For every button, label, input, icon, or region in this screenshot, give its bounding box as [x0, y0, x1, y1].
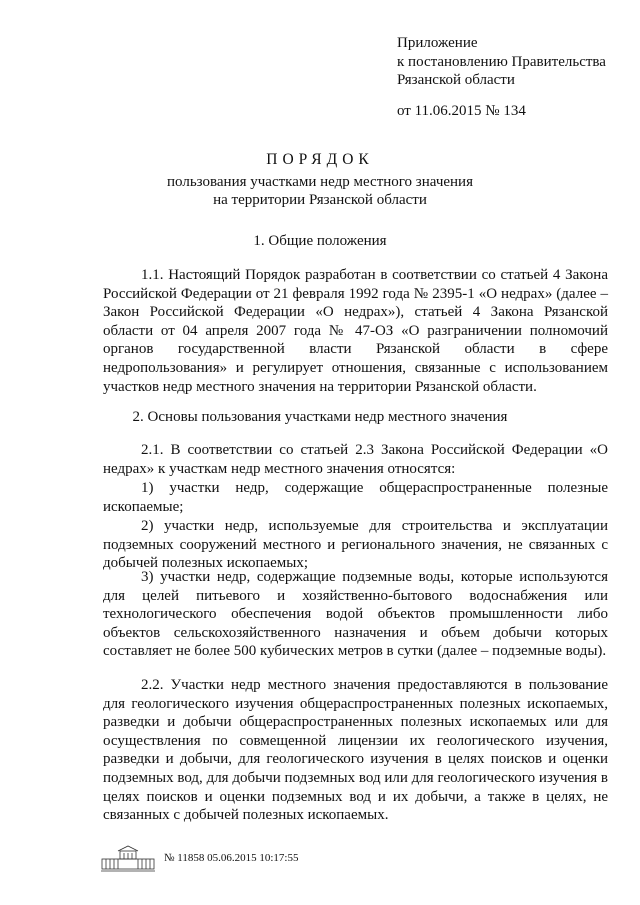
appendix-date: от 11.06.2015 № 134 [397, 102, 526, 119]
building-logo-icon [100, 845, 156, 873]
paragraph-2-2: 2.2. Участки недр местного значения предоставляются в пользование для геологического изучения общераспространенных полезных ископаемых, разведки и добычи общераспространенных полезных ископаемых или для осуществления по совмещенной лицензии их геологического изучения, разведки и добычи, для геологического изучения в целях поисков и оценки подземных вод, для добычи подземных вод или для геологического изучения в целях поисков и оценки подземных вод и их добычи, а также в целях, не связанных с добычей полезных ископаемых. [103, 677, 608, 824]
registration-stamp [100, 845, 400, 875]
appendix-line-2: к постановлению Правительства [397, 53, 606, 70]
paragraph-2-1-item-1: 1) участки недр, содержащие общераспространенные полезные ископаемые; [103, 480, 608, 515]
paragraph-2-1: 2.1. В соответствии со статьей 2.3 Закона Российской Федерации «О недрах» к участкам недр местного значения относятся: [103, 442, 608, 477]
paragraph-1-1: 1.1. Настоящий Порядок разработан в соответствии со статьей 4 Закона Российской Федерации от 21 февраля 1992 года № 2395-1 «О недрах» (далее – Закон Российской Федерации «О недрах»), статьей 4 Закона Рязанской области от 04 апреля 2007 года № 47-ОЗ «О разграничении полномочий органов государственной власти Рязанской области в сфере недропользования» и регулирует отношения, связанные с использованием участков недр местного значения на территории Рязанской области. [103, 267, 608, 395]
title-main: ПОРЯДОК [266, 151, 374, 168]
appendix-line-3: Рязанской области [397, 72, 515, 88]
section-2-heading: 2. Основы пользования участками недр местного значения [132, 409, 508, 425]
paragraph-2-1-item-3: 3) участки недр, содержащие подземные воды, которые используются для целей питьевого и хозяйственно-бытового водоснабжения или технологического обеспечения водой объектов промышленности либо объектов сельскохозяйственного назначения и объем добычи которых составляет не более 500 кубических метров в сутки (далее – подземные воды). [103, 569, 608, 660]
section-1-heading: 1. Общие положения [253, 233, 387, 249]
stamp-number-date: № 11858 05.06.2015 10:17:55 [164, 852, 299, 864]
appendix-header [397, 34, 633, 120]
appendix-line-1: Приложение [397, 35, 478, 51]
title-subtitle-1: пользования участками недр местного значения [167, 174, 473, 190]
document-title [100, 151, 540, 209]
paragraph-2-1-item-2: 2) участки недр, используемые для строительства и эксплуатации подземных сооружений местного и регионального значения, не связанных с добычей полезных ископаемых; [103, 518, 608, 572]
title-subtitle-2: на территории Рязанской области [213, 192, 427, 208]
